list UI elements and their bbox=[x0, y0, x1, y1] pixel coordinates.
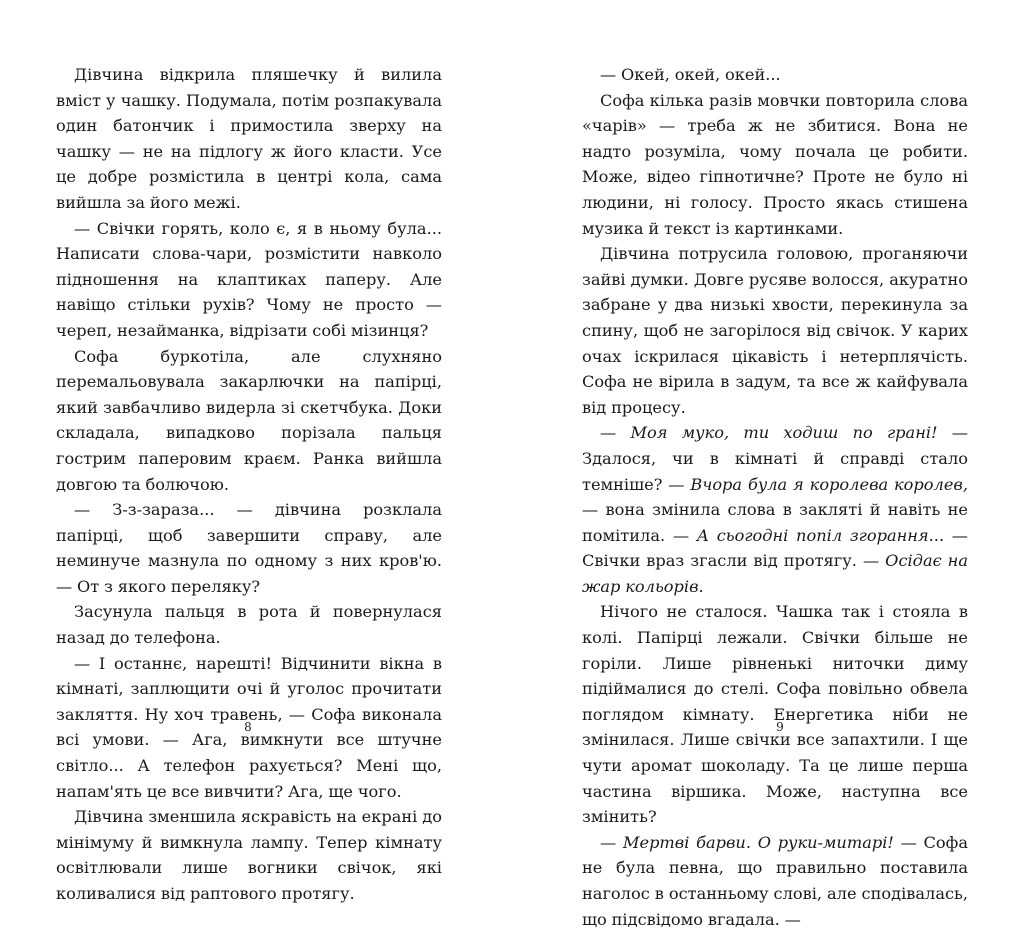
spell-line: — Мертві барви. О руки-митарі! bbox=[600, 832, 894, 852]
spell-line: — Осідає на жар кольорів. bbox=[582, 551, 968, 596]
paragraph: — З-з-зараза... — дівчина розклала папірці, щоб завершити справу, але неминуче мазнула по одному з них кров'ю. — От з якого переляку? bbox=[56, 500, 442, 596]
paragraph: Софа кілька разів мовчки повторила слова «чарів» — треба ж не збитися. Вона не надто розуміла, чому почала це робити. Може, відео гіпнотичне? Проте не було ні людини, ні голосу. Просто якась стишена музика й текст із картинками. bbox=[582, 90, 968, 238]
narration: — Свічки враз згасли від протягу. bbox=[582, 525, 968, 571]
paragraph: Засунула пальця в рота й повернулася назад до телефона. bbox=[56, 602, 442, 648]
paragraph: — Свічки горять, коло є, я в ньому була... Написати слова-чари, розмістити навколо підношення на клаптиках паперу. Але навіщо стільки рухів? Чому не просто — череп, незайманка, відрізати собі мізинця? bbox=[56, 218, 442, 340]
narration: — Здалося, чи в кімнаті й справді стало темніше? bbox=[582, 423, 968, 494]
paragraph: Нічого не сталося. Чашка так і стояла в колі. Папірці лежали. Свічки більше не горіли. Лише рівненькі ниточки диму підіймалися до стелі. Софа повільно обвела поглядом кімнату. Енергетика ніби не змінилася. Лише свічки все запахтили. І ще чути аромат шоколаду. Та це лише перша частина віршика. Може, наступна все змінить? bbox=[582, 602, 968, 827]
paragraph bbox=[582, 830, 968, 932]
page-number: 8 bbox=[244, 720, 252, 734]
left-page bbox=[56, 62, 442, 907]
paragraph: Дівчина відкрила пляшечку й вилила вміст у чашку. Подумала, потім розпакувала один батончик і примостила зверху на чашку — не на підлогу ж його класти. Усе це добре розмістила в центрі кола, сама вийшла за його межі. bbox=[56, 65, 442, 212]
paragraph: — І останнє, нарешті! Відчинити вікна в кімнаті, заплющити очі й уголос прочитати закляття. Ну хоч травень, — Софа виконала всі умови. — Ага, вимкнути все штучне світло... А телефон рахується? Мені що, напам'ять це все вивчити? Ага, ще чого. bbox=[56, 653, 442, 801]
spell-line: — А сьогодні попіл згорання... bbox=[672, 525, 945, 545]
paragraph: Софа буркотіла, але слухняно перемальовувала закарлючки на папірці, який завбачливо видерла зі скетчбука. Доки складала, випадково порізала пальця гострим паперовим краєм. Ранка вийшла довгою та болючою. bbox=[56, 346, 442, 494]
paragraph: Дівчина потрусила головою, проганяючи зайві думки. Довге русяве волосся, акуратно забране у два низькі хвости, перекинула за спину, щоб не загорілося від свічок. У карих очах іскрилася цікавість і нетерплячість. Софа не вірила в задум, та все ж кайфувала від процесу. bbox=[582, 244, 968, 417]
narration: — Софа не була певна, що правильно поставила наголос в останньому слові, але сподівалась, що підсвідомо вгадала. — bbox=[582, 832, 968, 929]
paragraph: — Окей, окей, окей... bbox=[600, 65, 781, 84]
narration: — вона змінила слова в закляті й навіть не помітила. bbox=[582, 500, 968, 545]
spell-line: — Вчора була я королева королев, bbox=[668, 474, 968, 494]
page-number: 9 bbox=[776, 720, 784, 734]
paragraph: Дівчина зменшила яскравість на екрані до мінімуму й вимкнула лампу. Тепер кімнату освітлювали лише вогники свічок, які коливалися від раптового протягу. bbox=[56, 807, 442, 903]
right-page bbox=[582, 62, 968, 932]
spell-line: — Моя муко, ти ходиш по грані! bbox=[600, 423, 938, 443]
paragraph bbox=[582, 420, 968, 599]
